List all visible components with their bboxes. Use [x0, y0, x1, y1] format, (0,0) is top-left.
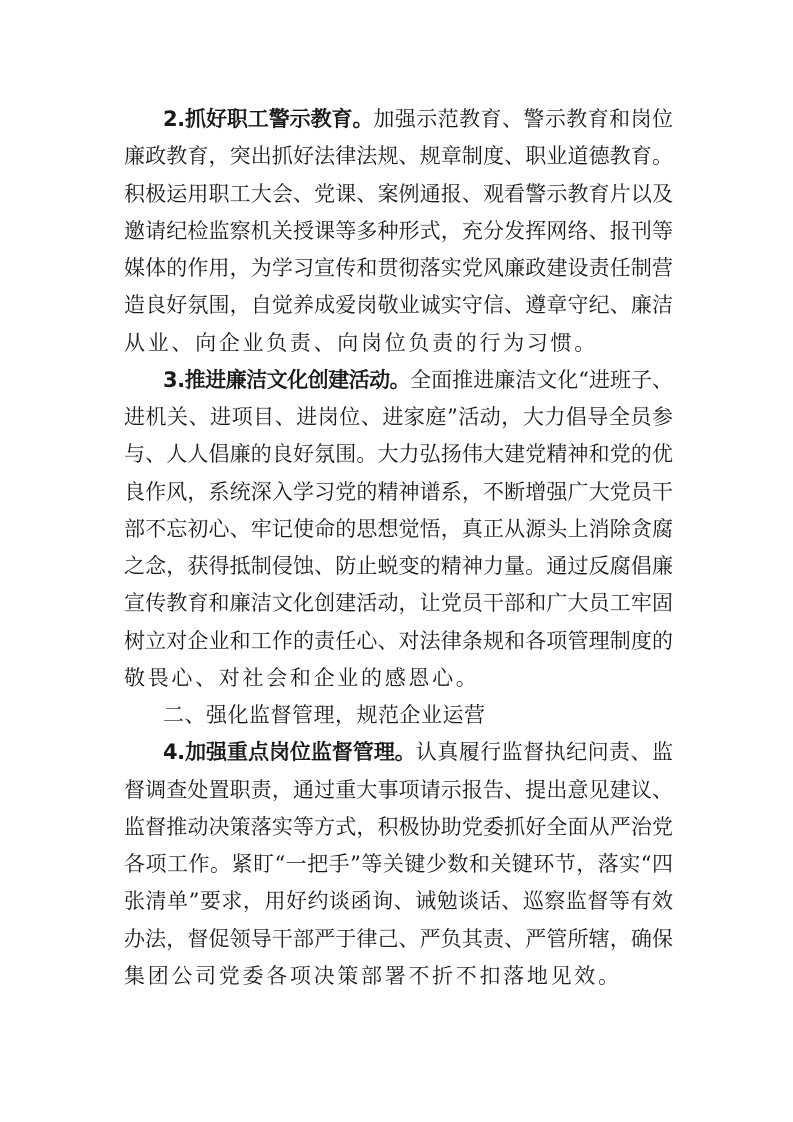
paragraph-line: 邀请纪检监察机关授课等多种形式，充分发挥网络、报刊等	[124, 218, 673, 243]
paragraph-2	[124, 101, 673, 362]
paragraph-line: 之念，获得抵制侵蚀、防止蜕变的精神力量。通过反腐倡廉	[124, 554, 673, 578]
paragraph-text: 加强示范教育、警示教育和岗位	[373, 107, 674, 131]
paragraph-3	[124, 362, 673, 697]
paragraph-text: 全面推进廉洁文化“进班子、	[410, 367, 673, 392]
paragraph-line: 宣传教育和廉洁文化创建活动，让党员干部和广大员工牢固	[124, 591, 673, 616]
paragraph-line	[124, 362, 673, 399]
paragraph-line: 各项工作。紧盯“一把手”等关键少数和关键环节，落实“四	[124, 852, 673, 876]
paragraph-line: 树立对企业和工作的责任心、对法律条规和各项管理制度的	[124, 628, 673, 653]
paragraph-line: 进机关、进项目、进岗位、进家庭”活动，大力倡导全员参	[124, 405, 673, 429]
section-heading: 二、强化监督管理，规范企业运营	[163, 703, 486, 727]
paragraph-lead: 4.加强重点岗位监督管理。	[163, 740, 416, 765]
paragraph-line: 部不忘初心、牢记使命的思想觉悟，真正从源头上消除贪腐	[124, 516, 673, 541]
paragraph-line: 从业、向企业负责、向岗位负责的行为习惯。	[124, 330, 598, 355]
paragraph-line: 监督推动决策落实等方式，积极协助党委抓好全面从严治党	[124, 814, 673, 839]
paragraph-lead: 2.抓好职工警示教育。	[163, 107, 374, 131]
paragraph-line: 集团公司党委各项决策部署不折不扣落地见效。	[124, 963, 622, 988]
paragraph-line: 办法，督促领导干部严于律己、严负其责、严管所辖，确保	[124, 926, 673, 951]
document-page	[124, 101, 673, 995]
paragraph-line: 与、人人倡廉的良好氛围。大力弘扬伟大建党精神和党的优	[124, 442, 673, 467]
paragraph-line	[124, 101, 673, 138]
paragraph-line: 廉政教育，突出抓好法律法规、规章制度、职业道德教育。	[124, 144, 673, 169]
paragraph-line: 积极运用职工大会、党课、案例通报、观看警示教育片以及	[124, 181, 673, 206]
paragraph-text: 认真履行监督执纪问责、监	[415, 740, 673, 765]
paragraph-lead: 3.推进廉洁文化创建活动。	[163, 367, 411, 392]
paragraph-line: 督调查处置职责，通过重大事项请示报告、提出意见建议、	[124, 777, 673, 802]
paragraph-line: 良作风，系统深入学习党的精神谱系，不断增强广大党员干	[124, 479, 673, 504]
paragraph-line: 敬畏心、对社会和企业的感恩心。	[124, 665, 480, 690]
paragraph-line: 媒体的作用，为学习宣传和贯彻落实党风廉政建设责任制营	[124, 256, 673, 280]
paragraph-line	[124, 734, 673, 771]
paragraph-4	[124, 734, 673, 995]
paragraph-line: 张清单”要求，用好约谈函询、诫勉谈话、巡察监督等有效	[124, 889, 673, 914]
paragraph-line: 造良好氛围，自觉养成爱岗敬业诚实守信、遵章守纪、廉洁	[124, 293, 673, 318]
